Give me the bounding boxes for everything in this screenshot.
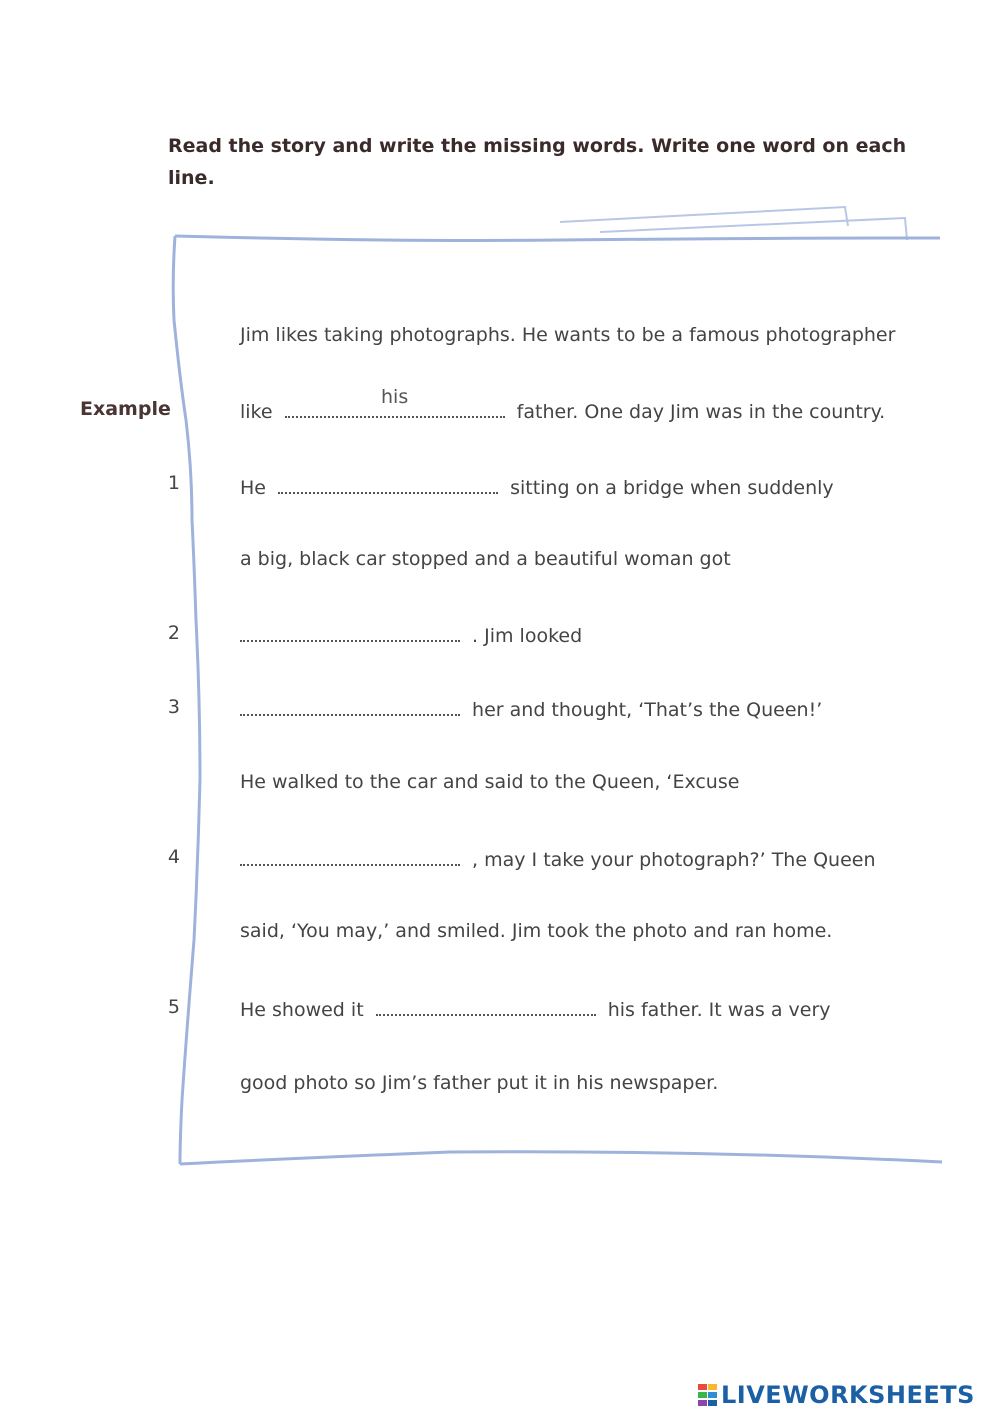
page-top-edge bbox=[175, 236, 940, 241]
question-number-2: 2 bbox=[167, 622, 180, 644]
story-line-4 bbox=[240, 546, 731, 572]
example-label: Example bbox=[80, 398, 171, 420]
page-bottom-edge bbox=[180, 1152, 942, 1164]
question-4-line bbox=[240, 844, 876, 873]
question-1-line bbox=[240, 472, 834, 501]
example-line bbox=[240, 386, 886, 425]
liveworksheets-logo-icon bbox=[697, 1382, 719, 1408]
question-number-3: 3 bbox=[167, 696, 180, 718]
story-text: . Jim looked bbox=[472, 625, 583, 647]
story-text: , may I take your photograph?’ The Queen bbox=[472, 849, 876, 871]
story-text: Jim likes taking photographs. He wants to be a famous photographer bbox=[240, 324, 896, 346]
answer-blank-5[interactable] bbox=[376, 994, 596, 1016]
instructions: Read the story and write the missing words. Write one word on each line. bbox=[168, 135, 907, 189]
answer-blank-4[interactable] bbox=[240, 844, 460, 866]
story-text: like bbox=[240, 401, 273, 423]
story-line-11 bbox=[240, 1070, 718, 1096]
liveworksheets-brand bbox=[697, 1378, 975, 1412]
story-text: sitting on a bridge when suddenly bbox=[510, 477, 834, 499]
story-text: his father. It was a very bbox=[607, 999, 831, 1021]
answer-blank-2[interactable] bbox=[240, 620, 460, 642]
story-text: He walked to the car and said to the Queen, ‘Excuse bbox=[240, 771, 740, 793]
story-text: He showed it bbox=[240, 999, 364, 1021]
story-line-9 bbox=[240, 918, 832, 944]
story-line-1 bbox=[240, 322, 895, 348]
story-text: her and thought, ‘That’s the Queen!’ bbox=[472, 699, 823, 721]
question-3-line bbox=[240, 694, 822, 723]
question-number-4: 4 bbox=[167, 846, 180, 868]
story-text: said, ‘You may,’ and smiled. Jim took the photo and ran home. bbox=[240, 920, 833, 942]
answer-blank-3[interactable] bbox=[240, 694, 460, 716]
story-text: father. One day Jim was in the country. bbox=[516, 401, 886, 423]
question-2-line bbox=[240, 620, 582, 649]
story-text: He bbox=[240, 477, 266, 499]
story-text: a big, black car stopped and a beautiful woman got bbox=[240, 548, 731, 570]
brand-name: LIVEWORKSHEETS bbox=[721, 1381, 975, 1409]
example-answer: his bbox=[381, 386, 409, 408]
question-5-line bbox=[240, 994, 831, 1023]
story-text: good photo so Jim’s father put it in his newspaper. bbox=[240, 1072, 719, 1094]
answer-blank-1[interactable] bbox=[278, 472, 498, 494]
question-number-5: 5 bbox=[167, 996, 180, 1018]
question-number-1: 1 bbox=[167, 472, 180, 494]
story-line-7 bbox=[240, 769, 739, 795]
example-answer-blank bbox=[285, 386, 505, 418]
